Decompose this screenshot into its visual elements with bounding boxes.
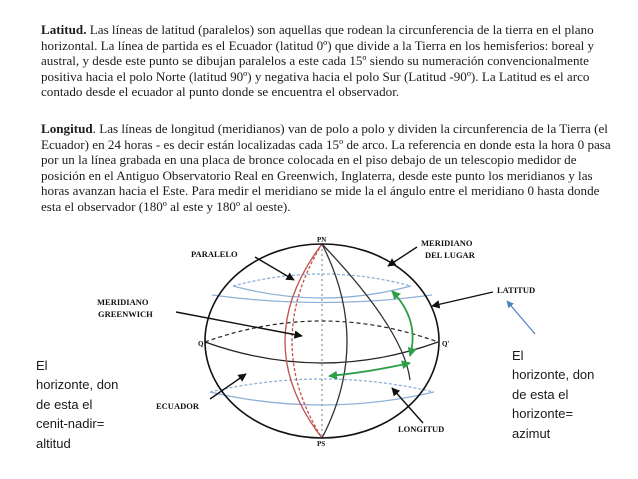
right-note: El horizonte, don de esta el horizonte= azimut [512, 348, 595, 441]
label-q-left: Q [198, 340, 204, 348]
label-meridiano-greenwich-1: MERIDIANO [97, 297, 149, 307]
label-q-right: Q' [442, 340, 450, 348]
label-pn: PN [317, 236, 327, 244]
latitud-pointer-arrow [507, 301, 535, 334]
label-meridiano-lugar-2: DEL LUGAR [425, 250, 475, 260]
label-longitud: LONGITUD [398, 424, 445, 434]
latitud-term: Latitud. [41, 22, 87, 37]
label-ecuador: ECUADOR [156, 401, 199, 411]
label-latitud: LATITUD [497, 285, 536, 295]
label-meridiano-lugar-1: MERIDIANO [421, 238, 473, 248]
angle-arcs [329, 291, 413, 376]
left-note: El horizonte, don de esta el cenit-nadir= altitud [36, 358, 119, 451]
longitud-term: Longitud [41, 121, 93, 136]
longitud-text: . Las líneas de longitud (meridianos) van de polo a polo y dividen la circunferencia de la Tierra (el Ecuador) en 24 horas - es decir están localizadas cada 15º de arco. La referencia en donde esta la hora 0 pasa por un la línea grabada en una placa de bronce colocada en el piso debajo de un telescopio medidor de posición en el Antiguo Observatorio Real en Greenwich, Inglaterra, desde este punto los meridianos y las horas avanzan hacia el Este. Para medir el meridiano se mide la el ángulo entre el meridiano 0 hasta donde esta el observador (180º al este y 180º al oeste). [41, 121, 611, 214]
label-ps: PS [317, 440, 326, 448]
label-paralelo: PARALELO [191, 249, 238, 259]
latitud-text: Las líneas de latitud (paralelos) son aquellas que rodean la circunferencia de la tierra en el plano horizontal. La línea de partida es el Ecuador (latitud 0º) que divide a la Tierra en los hemisferios: boreal y austral, y desde este punto se dibujan paralelos a este cada 15º siendo su numeración convencionalmente positiva hacia el polo Norte (latitud 90º) y negativa hacia el polo Sur (Latitud -90º). La Latitud es el arco contado desde el ecuador al punto donde se encuentra el observador. [41, 22, 595, 100]
meridian-lines [285, 244, 410, 438]
equator-line [205, 321, 438, 363]
label-meridiano-greenwich-2: GREENWICH [98, 309, 153, 319]
